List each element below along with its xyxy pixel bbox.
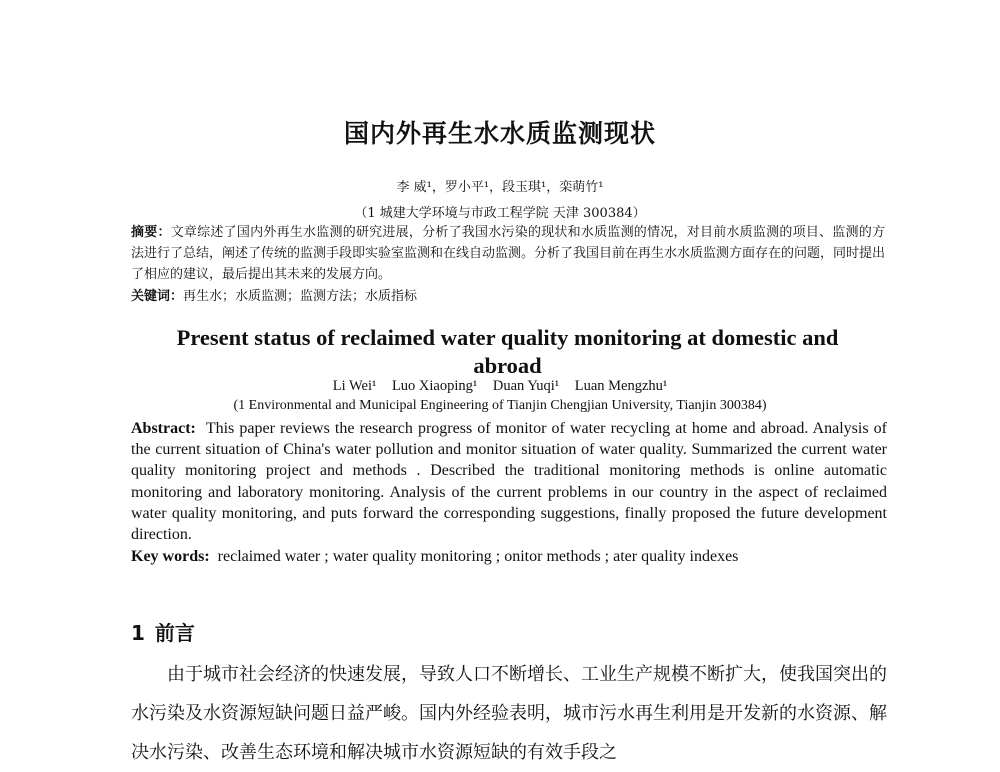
english-abstract [131, 418, 887, 545]
english-abstract-text: This paper reviews the research progress of monitor of water recycling at home and abroad. Analysis of the current situation of China's water pollution and monitor situation of water quality. Summarized the current water quality monitoring project and methods . Described the traditional monitoring methods is online automatic monitoring and laboratory monitoring. Analysis of the current problems in our country in the aspect of reclaimed water quality monitoring, and puts forward the corresponding suggestions, finally proposed the future development direction. [131, 420, 888, 544]
chinese-title: 国内外再生水水质监测现状 [343, 119, 656, 148]
chinese-affiliation: （1 城建大学环境与市政工程学院 天津 300384） [354, 206, 646, 221]
english-affiliation: (1 Environmental and Municipal Engineering of Tianjin Chengjian University, Tianjin 300384) [233, 398, 767, 413]
author-name: Li Wei¹ [332, 378, 377, 394]
english-authors [0, 378, 1000, 395]
english-keywords [131, 546, 887, 567]
english-title: Present status of reclaimed water quality monitoring at domestic and abroad [176, 325, 839, 378]
section-title: 前言 [154, 621, 195, 645]
chinese-keywords [131, 287, 885, 307]
english-keywords-label: Key words: [131, 548, 210, 565]
chinese-keywords-label: 关键词： [131, 289, 184, 304]
author-name: Luan Mengzhu¹ [574, 378, 668, 394]
section-body [131, 655, 887, 772]
chinese-abstract [131, 222, 885, 285]
english-abstract-label: Abstract: [131, 420, 196, 437]
chinese-abstract-text: 文章综述了国内外再生水监测的研究进展，分析了我国水污染的现状和水质监测的情况，对目前水质监测的项目、监测的方法进行了总结，阐述了传统的监测手段即实验室监测和在线自动监测。分析了我国目前在再生水水质监测方面存在的问题，同时提出了相应的建议，最后提出其未来的发展方向。 [131, 225, 886, 282]
body-paragraph: 由于城市社会经济的快速发展，导致人口不断增长、工业生产规模不断扩大，使我国突出的水污染及水资源短缺问题日益严峻。国内外经验表明，城市污水再生利用是开发新的水资源、解决水污染、改善生态环境和解决城市水资源短缺的有效手段之 [131, 664, 887, 763]
section-heading [131, 617, 195, 646]
chinese-authors: 李 威¹，罗小平¹，段玉琪¹，栾萌竹¹ [396, 180, 604, 195]
chinese-keywords-text: 再生水；水质监测；监测方法；水质指标 [183, 289, 418, 304]
english-keywords-text: reclaimed water ; water quality monitoring ; onitor methods ; ater quality indexes [217, 548, 739, 565]
chinese-abstract-label: 摘要： [131, 225, 171, 240]
author-name: Luo Xiaoping¹ [391, 378, 478, 394]
section-number: 1 [131, 621, 145, 645]
author-name: Duan Yuqi¹ [492, 378, 560, 394]
